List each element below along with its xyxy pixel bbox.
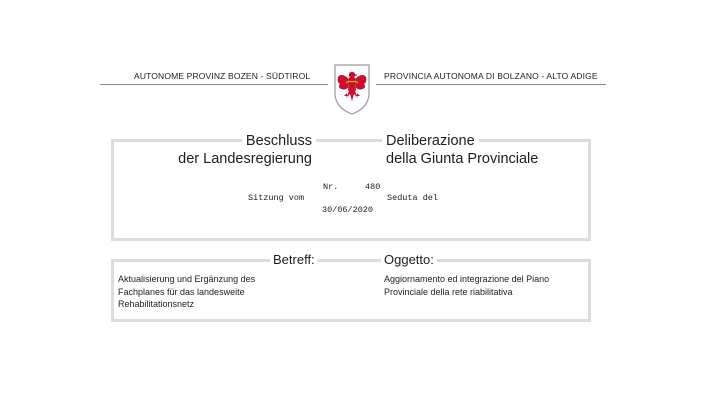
subject-text-it-line: Provinciale della rete riabilitativa xyxy=(384,286,513,297)
subject-label-de: Betreff: xyxy=(270,252,318,267)
decision-number-label: Nr. xyxy=(323,182,339,192)
header-rule-left xyxy=(100,84,328,85)
eagle-crest-icon xyxy=(333,63,371,115)
subject-text-de-line: Rehabilitationsnetz xyxy=(118,299,195,309)
decision-title-de-2: der Landesregierung xyxy=(174,151,316,167)
decision-title-de-1: Beschluss xyxy=(242,133,316,149)
session-label-it: Seduta del xyxy=(387,193,439,203)
subject-text-de xyxy=(118,273,328,311)
decision-title-it-2: della Giunta Provinciale xyxy=(382,151,542,167)
subject-text-it xyxy=(384,273,589,298)
session-label-de: Sitzung vom xyxy=(248,193,305,203)
session-date: 30/06/2020 xyxy=(322,205,374,215)
decision-number: 480 xyxy=(365,182,381,192)
header-left-title: AUTONOME PROVINZ BOZEN - SÜDTIROL xyxy=(134,71,311,81)
subject-text-de-line: Fachplanes für das landesweite xyxy=(118,286,245,297)
subject-text-de-line: Aktualisierung und Ergänzung des xyxy=(118,274,256,284)
subject-text-it-line: Aggiornamento ed integrazione del Piano xyxy=(384,274,550,284)
header-rule-right xyxy=(376,84,606,85)
decision-title-it-1: Deliberazione xyxy=(382,133,479,149)
header-right-title: PROVINCIA AUTONOMA DI BOLZANO - ALTO ADIGE xyxy=(384,71,598,81)
subject-label-it: Oggetto: xyxy=(381,252,437,267)
